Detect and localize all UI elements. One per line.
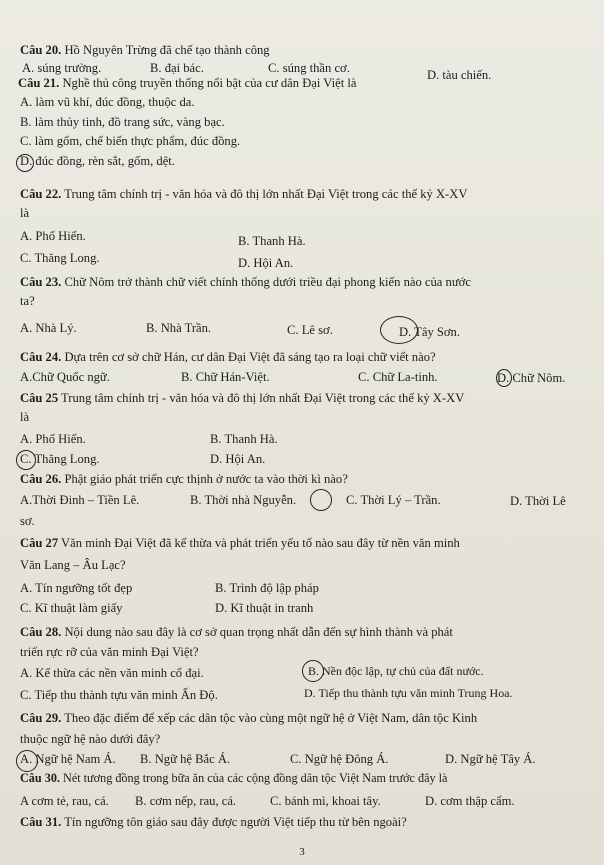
- question-25-option-b: B. Thanh Hà.: [210, 432, 278, 446]
- question-21-text: Nghề thủ công truyền thống nổi bật của cư dân Đại Việt là: [59, 76, 357, 90]
- question-29-option-b: B. Ngữ hệ Bắc Á.: [140, 752, 231, 766]
- question-29-stem-cont: thuộc ngữ hệ nào dưới đây?: [20, 732, 161, 746]
- question-25-label: Câu 25: [20, 391, 59, 405]
- question-30-option-d: D. cơm thập cẩm.: [425, 794, 515, 808]
- question-25-option-c: C. Thăng Long.: [20, 452, 100, 466]
- question-31-text: Tín ngưỡng tôn giáo sau đây được người Việt tiếp thu từ bên ngoài?: [61, 815, 407, 829]
- question-27-stem: [20, 536, 460, 551]
- question-21-option-b: B. làm thủy tinh, đồ trang sức, vàng bạc.: [20, 115, 225, 129]
- question-27-text: Văn minh Đại Việt đã kế thừa và phát triển yếu tố nào sau đây từ nền văn minh: [58, 536, 460, 550]
- question-25-option-d: D. Hội An.: [210, 452, 266, 466]
- question-28-stem-cont: triển rực rỡ của văn minh Đại Việt?: [20, 645, 199, 659]
- question-28-option-c: C. Tiếp thu thành tựu văn minh Ấn Độ.: [20, 688, 218, 702]
- question-26-stem: [20, 472, 348, 487]
- question-24-option-c: C. Chữ La-tinh.: [358, 370, 438, 384]
- question-23-option-a: A. Nhà Lý.: [20, 321, 77, 335]
- question-28-stem: [20, 625, 453, 640]
- question-30-option-a: A cơm tẻ, rau, cá.: [20, 794, 109, 808]
- question-28-label: Câu 28.: [20, 625, 62, 639]
- question-22-option-b: B. Thanh Hà.: [238, 234, 306, 248]
- question-31-stem: [20, 815, 407, 830]
- question-23-stem: [20, 275, 471, 290]
- question-25-stem-cont: là: [20, 410, 30, 424]
- question-26-option-a: A.Thời Đinh – Tiền Lê.: [20, 493, 140, 507]
- question-20-option-c: C. súng thần cơ.: [268, 61, 350, 75]
- question-26-option-d-cont: sơ.: [20, 514, 35, 528]
- question-29-stem: [20, 711, 477, 726]
- question-22-stem: [20, 187, 467, 202]
- question-30-option-c: C. bánh mì, khoai tây.: [270, 794, 381, 808]
- question-24-option-a: A.Chữ Quốc ngữ.: [20, 370, 110, 384]
- question-22-label: Câu 22.: [20, 187, 62, 201]
- question-20-text: Hồ Nguyên Trừng đã chế tạo thành công: [61, 43, 270, 57]
- question-23-label: Câu 23.: [20, 275, 62, 289]
- question-25-stem: [20, 391, 464, 406]
- question-24-option-d: D. Chữ Nôm.: [497, 371, 566, 385]
- answer-mark-26: [310, 489, 332, 511]
- question-28-option-d: D. Tiếp thu thành tựu văn minh Trung Hoa.: [304, 686, 513, 700]
- question-21-label: Câu 21.: [18, 76, 60, 90]
- question-27-option-a: A. Tín ngưỡng tốt đẹp: [20, 581, 133, 595]
- question-22-stem-cont: là: [20, 206, 30, 220]
- question-28-text: Nội dung nào sau đây là cơ sở quan trọng nhất dẫn đến sự hình thành và phát: [61, 625, 453, 639]
- question-27-option-b: B. Trình độ lập pháp: [215, 581, 319, 595]
- question-28-option-a: A. Kế thừa các nền văn minh cổ đại.: [20, 666, 204, 680]
- question-22-option-d: D. Hội An.: [238, 256, 294, 270]
- question-29-option-a: A. Ngữ hệ Nam Á.: [20, 752, 116, 766]
- question-26-label: Câu 26.: [20, 472, 62, 486]
- question-22-option-a: A. Phố Hiến.: [20, 229, 86, 243]
- question-26-option-c: C. Thời Lý – Trần.: [346, 493, 441, 507]
- question-23-option-d: D. Tây Sơn.: [399, 325, 461, 339]
- question-29-text: Theo đặc điểm để xếp các dân tộc vào cùng một ngữ hệ ở Việt Nam, dân tộc Kinh: [61, 711, 478, 725]
- question-30-label: Câu 30.: [20, 771, 60, 785]
- question-23-text: Chữ Nôm trở thành chữ viết chính thống dưới triều đại phong kiến nào của nước: [61, 275, 471, 289]
- question-23-option-b: B. Nhà Trần.: [146, 321, 212, 335]
- question-23-option-c: C. Lê sơ.: [287, 323, 333, 337]
- question-25-option-a: A. Phố Hiến.: [20, 432, 86, 446]
- question-27-stem-cont: Văn Lang – Âu Lạc?: [20, 558, 126, 572]
- question-27-option-d: D. Kĩ thuật in tranh: [215, 601, 314, 615]
- question-30-option-b: B. cơm nếp, rau, cá.: [135, 794, 237, 808]
- question-21-stem: [18, 76, 356, 91]
- page-number: 3: [299, 846, 305, 858]
- question-24-option-b: B. Chữ Hán-Việt.: [181, 370, 270, 384]
- question-28-option-b: B. Nền độc lập, tự chủ của đất nước.: [308, 664, 484, 678]
- question-21-option-c: C. làm gốm, chế biến thực phẩm, đúc đồng.: [20, 134, 241, 148]
- question-27-label: Câu 27: [20, 536, 59, 550]
- question-29-option-c: C. Ngữ hệ Đông Á.: [290, 752, 389, 766]
- question-20-option-d: D. tàu chiến.: [427, 68, 492, 82]
- question-25-text: Trung tâm chính trị - văn hóa và đô thị lớn nhất Đại Việt trong các thế kỷ X-XV: [58, 391, 465, 405]
- question-21-option-d: D. đúc đồng, rèn sắt, gốm, dệt.: [20, 154, 175, 168]
- question-29-option-d: D. Ngữ hệ Tây Á.: [445, 752, 536, 766]
- question-30-text: Nét tương đồng trong bữa ăn của các cộng đồng dân tộc Việt Nam trước đây là: [59, 771, 448, 785]
- question-21-option-a: A. làm vũ khí, đúc đồng, thuộc da.: [20, 95, 195, 109]
- question-27-option-c: C. Kĩ thuật làm giấy: [20, 601, 123, 615]
- question-26-text: Phật giáo phát triển cực thịnh ở nước ta vào thời kì nào?: [61, 472, 348, 486]
- question-20-option-a: A. súng trường.: [22, 61, 102, 75]
- question-20-option-b: B. đại bác.: [150, 61, 204, 75]
- question-31-label: Câu 31.: [20, 815, 62, 829]
- question-24-text: Dựa trên cơ sở chữ Hán, cư dân Đại Việt đã sáng tạo ra loại chữ viết nào?: [61, 350, 436, 364]
- question-24-stem: [20, 350, 436, 365]
- question-20-label: Câu 20.: [20, 43, 62, 57]
- question-22-option-c: C. Thăng Long.: [20, 251, 100, 265]
- question-30-stem: [20, 771, 447, 786]
- question-20-stem: [20, 43, 270, 58]
- question-26-option-d: D. Thời Lê: [510, 494, 566, 508]
- question-29-label: Câu 29.: [20, 711, 62, 725]
- question-26-option-b: B. Thời nhà Nguyễn.: [190, 493, 297, 507]
- question-23-stem-cont: ta?: [20, 294, 35, 308]
- question-22-text: Trung tâm chính trị - văn hóa và đô thị lớn nhất Đại Việt trong các thế kỷ X-XV: [61, 187, 468, 201]
- question-24-label: Câu 24.: [20, 350, 62, 364]
